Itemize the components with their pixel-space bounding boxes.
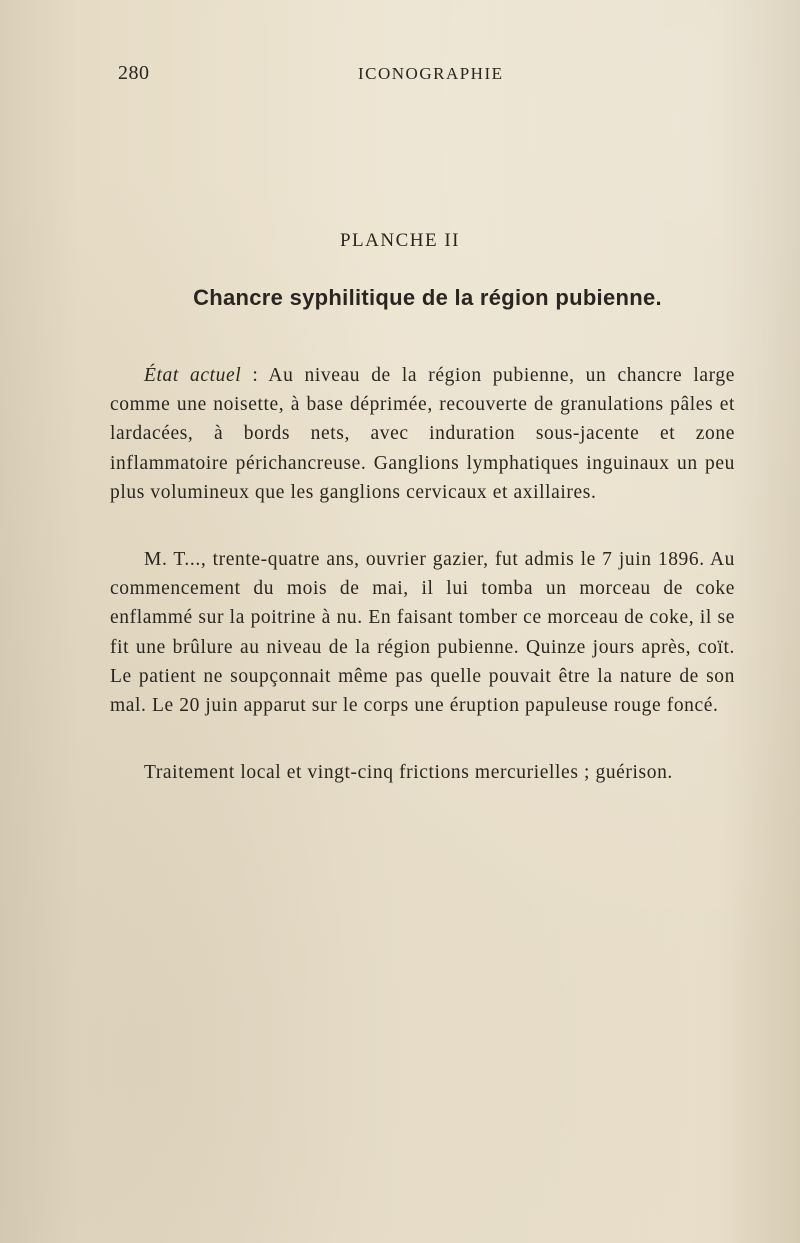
etat-actuel-label: État actuel	[144, 365, 242, 386]
paragraph-treatment: Traitement local et vingt-cinq frictions mercurielles ; guérison.	[144, 762, 673, 784]
case-title: Chancre syphilitique de la région pubienne.	[193, 285, 662, 310]
body-text	[110, 361, 735, 825]
running-head: ICONOGRAPHIE	[358, 64, 504, 83]
paragraph-history: M. T..., trente-quatre ans, ouvrier gazier, fut admis le 7 juin 1896. Au commencement du mois de mai, il lui tomba un morceau de coke enflammé sur la poitrine à nu. En faisant tomber ce morceau de coke, il se fit une brûlure au niveau de la région pubienne. Quinze jours après, coït. Le patient ne soupçonnait même pas quelle pouvait être la nature de son mal. Le 20 juin apparut sur le corps une éruption papuleuse rouge foncé.	[110, 549, 735, 717]
plate-title: PLANCHE II	[339, 230, 461, 251]
page-number: 280	[118, 62, 150, 84]
etat-actuel-text: : Au niveau de la région pubienne, un chancre large comme une noisette, à base déprimée, recouverte de granulations pâles et lardacées, à bords nets, avec induration sous-jacente et zone inflammatoire périchancreuse. Ganglions lymphatiques inguinaux un peu plus volumineux que les ganglions cervicaux et axillaires.	[110, 365, 735, 503]
paragraph-etat-actuel	[110, 361, 735, 507]
page-header	[118, 62, 730, 92]
